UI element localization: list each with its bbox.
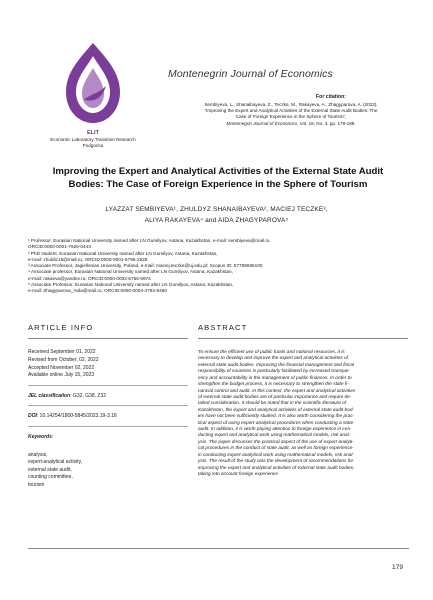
abstract-line: improving the expert and analytical activities of external state audit bodies, bbox=[198, 465, 355, 471]
affiliation-line: e-mail: Zhagyparova_Aida@mail.ru; ORCID:0000-0003-4792-9450 bbox=[28, 288, 167, 294]
abstract-line: nancial control and audit. In this context, the expert and analytical activities bbox=[198, 388, 356, 394]
abstract-line: in conducting expert-analytical work using mathematical models, risk anal- bbox=[198, 452, 355, 458]
citation-journal: Montenegrin Journal of Economics bbox=[226, 120, 298, 126]
affiliation-line: ORCID:0000-0001-7926-0443 bbox=[28, 244, 91, 250]
divider bbox=[28, 385, 188, 386]
doi-value: : 10.14254/1800-5845/2023.19-3.18 bbox=[36, 413, 117, 419]
affiliation-line: ¹ Professor, Eurasian National University named after LN Gumilyov, Astana, Kazakhstan, e-mail: sembiyeva@mail.ru bbox=[28, 238, 270, 243]
abstract-line: tical aspect of using expert-analytical procedures when conducting a state bbox=[198, 420, 354, 426]
abstract-line: To ensure the efficient use of public funds and national resources, it is bbox=[198, 350, 345, 355]
abstract-line: cal procedures in the conduct of state audit, as well as foreign experience bbox=[198, 446, 353, 452]
abstract-line: audit. In addition, it is worth paying attention to foreign experience in con- bbox=[198, 427, 352, 433]
keywords-heading bbox=[28, 434, 53, 440]
keywords-colon: : bbox=[51, 434, 54, 440]
affiliation-line: ⁵ Associate Professor, Eurasian National University named after LN Gumilyov, Astana, Kazakhstan, bbox=[28, 282, 234, 288]
keyword: analysis, bbox=[28, 452, 48, 458]
author-list bbox=[40, 205, 393, 226]
citation-heading: For citation: bbox=[316, 94, 346, 100]
abstract-line: responsibility of countries is particularly facilitated by increased transpar- bbox=[198, 369, 351, 375]
abstract-line: taking into account foreign experience bbox=[198, 472, 279, 478]
divider bbox=[28, 426, 188, 427]
article-title-line: Improving the Expert and Analytical Activities of the External State Audit bbox=[52, 166, 384, 177]
jel-label: JEL classification bbox=[28, 393, 71, 399]
keywords-label: Keywords bbox=[28, 434, 52, 440]
abstract-heading: ABSTRACT bbox=[198, 323, 248, 332]
keyword: external state audit, bbox=[28, 466, 72, 473]
page-number: 179 bbox=[392, 564, 404, 571]
date-revised: Revised from October, 02, 2022 bbox=[28, 356, 99, 363]
citation-line: “Improving the Expert and Analytical Activities of the External State Audit Bodies: The bbox=[204, 108, 378, 114]
article-title-line: Bodies: The Case of Foreign Experience in the Sphere of Tourism bbox=[68, 178, 368, 190]
abstract-line: external state audit bodies. Improving the financial management and fiscal bbox=[198, 362, 355, 368]
citation-volume: , Vol. 19, No. 3, pp. 179-189. bbox=[297, 120, 356, 126]
affiliation-line: e-mail: rakaeva@yandex.ru; ORCID:0000-0002-6756-6974 bbox=[28, 275, 151, 281]
author-line: ALIYA RAKAYEVA⁴ and AIDA ZHAGYPAROVA⁵ bbox=[144, 216, 289, 224]
divider bbox=[28, 405, 188, 406]
citation-line bbox=[176, 121, 406, 127]
abstract-line: ducting expert and analytical work using mathematical models, risk anal- bbox=[198, 433, 351, 439]
abstract-line: ysis. The result of the study was the development of recommendations for bbox=[198, 459, 354, 465]
doi bbox=[28, 413, 117, 419]
date-received: Received September 01, 2022 bbox=[28, 349, 96, 355]
abstract-line: strengthen the budget process, it is necessary to strengthen the state fi- bbox=[198, 382, 349, 388]
date-online: Available online July 15, 2023 bbox=[28, 372, 95, 379]
citation-text bbox=[176, 102, 406, 127]
abstract-line: ies have not been sufficiently studied. It is also worth considering the prac- bbox=[198, 414, 355, 420]
abstract-line: necessary to develop and improve the expert and analytical activities of bbox=[198, 356, 348, 362]
abstract-line: ysis. The paper discusses the practical aspect of the use of expert-analyti- bbox=[198, 439, 354, 445]
citation-line: Case of Foreign Experience in the Sphere of Tourism”, bbox=[235, 114, 347, 120]
affiliations bbox=[28, 238, 418, 295]
affiliation-line: ³ Associate Professor, Jagiellonian University, Poland, e-mail: maciej.teczke@uj.edu.pl; Scopus ID: 57789695100 bbox=[28, 263, 263, 269]
abstract-text bbox=[198, 350, 410, 478]
footer-divider bbox=[28, 548, 409, 549]
citation-line: Sembiyeva, L., Shanaibayeva, Z., Teczke, M., Rakayeva, A., Zhagyparova, A. (2023), bbox=[204, 102, 378, 107]
affiliation-line: ⁴ Associate professor, Eurasian National University named after LN Gumilyov, Astana, Kazakhstan, bbox=[28, 269, 233, 275]
article-dates bbox=[28, 349, 99, 380]
journal-title: Montenegrin Journal of Economics bbox=[168, 68, 333, 80]
divider bbox=[198, 338, 408, 339]
article-info-heading: ARTICLE INFO bbox=[28, 323, 94, 332]
article-title bbox=[28, 166, 408, 191]
affiliation-line: e-mail: zhuldiz15@mail.ru; ORCID:0000-0001-6796-2528 bbox=[28, 256, 148, 262]
logo-subtitle: Economic Laboratory Transition Research Podgorica bbox=[50, 137, 136, 148]
abstract-line: Kazakhstan, the expert and analytical activities of external state audit bod- bbox=[198, 407, 355, 413]
keyword: counting committee, bbox=[28, 474, 73, 481]
keyword: expert-analytical activity, bbox=[28, 459, 83, 466]
doi-label: DOI bbox=[28, 413, 37, 419]
abstract-line: tailed consideration. It should be noted that in the scientific literature of bbox=[198, 401, 347, 407]
date-accepted: Accepted November 02, 2022 bbox=[28, 364, 95, 371]
author-line: LYAZZAT SEMBIYEVA¹, ZHULDYZ SHANAIBAYEVA², MACIEJ TECZKE³, bbox=[105, 206, 328, 213]
keyword-list bbox=[28, 452, 82, 489]
divider bbox=[28, 338, 188, 339]
keyword: tourism bbox=[28, 481, 45, 488]
affiliation-line: ² PhD student, Eurasian National University named after LN Gumilyov, Astana, Kazakhstan, bbox=[28, 250, 218, 256]
jel-classification bbox=[28, 393, 106, 399]
logo-name: ELIT bbox=[87, 130, 99, 136]
abstract-line: ency and accountability in the management of public finances. In order to bbox=[198, 375, 352, 381]
jel-value: : G32, G38, Z32 bbox=[70, 393, 107, 399]
elit-logo-icon bbox=[62, 40, 124, 126]
abstract-line: of external state audit bodies are of particular importance and require de- bbox=[198, 394, 352, 400]
